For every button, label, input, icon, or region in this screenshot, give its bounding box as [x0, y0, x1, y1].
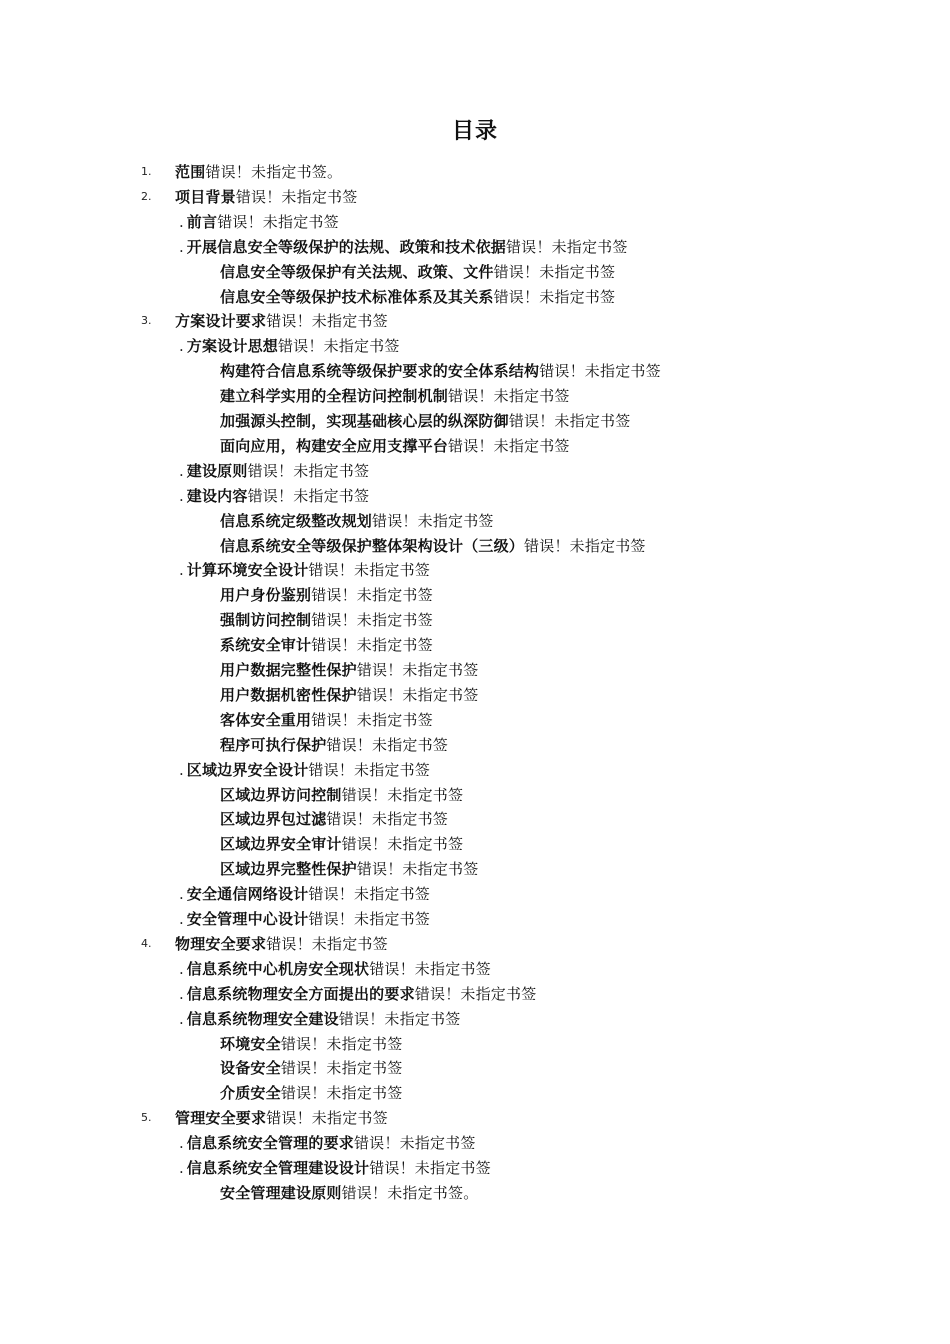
toc-entry-label: 用户身份鉴别	[220, 586, 312, 605]
toc-entry-number: 4.	[141, 936, 152, 950]
toc-entry-text	[179, 211, 339, 233]
toc-entry-label: 区域边界安全设计	[186, 760, 309, 779]
toc-entry-text	[179, 1157, 491, 1179]
toc-entry-bookmark-error: 错误！未指定书签	[266, 934, 388, 953]
toc-entry-bookmark-error: 错误！未指定书签	[308, 910, 430, 928]
toc-entry-text	[179, 335, 400, 357]
toc-entry-bookmark-error: 错误！未指定书签	[341, 785, 464, 804]
toc-entry-text	[175, 186, 357, 208]
toc-entry-label: 信息系统安全管理的要求	[186, 1134, 354, 1153]
toc-entry-prefix: .	[179, 212, 184, 231]
toc-entry-label: 计算环境安全设计	[186, 561, 309, 580]
toc-entry-label: 信息系统安全等级保护整体架构设计（三级）	[220, 536, 525, 555]
toc-entry-label: 建设内容	[186, 486, 248, 505]
toc-entry-bookmark-error: 错误！未指定书签	[308, 885, 430, 904]
toc-entry-text	[220, 286, 615, 308]
toc-entry-bookmark-error: 错误！未指定书签	[493, 262, 616, 281]
toc-entry-bookmark-error: 错误！未指定书签	[235, 187, 358, 206]
toc-entry-number: 5.	[141, 1111, 152, 1125]
toc-entry-prefix: .	[179, 337, 184, 356]
toc-entry-bookmark-error: 错误！未指定书签	[311, 710, 433, 729]
toc-entry-prefix: .	[179, 561, 184, 580]
toc-entry-text	[220, 784, 463, 806]
toc-entry-bookmark-error: 错误！未指定书签	[280, 1059, 403, 1078]
toc-entry-text	[175, 161, 342, 183]
toc-entry-text	[220, 360, 661, 382]
toc-entry-bookmark-error: 错误！未指定书签	[266, 312, 388, 331]
toc-entry-text	[175, 310, 388, 332]
toc-entry-text	[179, 759, 430, 781]
toc-entry-text	[220, 510, 494, 532]
toc-entry-number: 2.	[141, 189, 152, 203]
toc-entry-text	[179, 236, 628, 258]
toc-entry-prefix: .	[179, 461, 184, 480]
toc-entry-number: 3.	[141, 314, 152, 328]
toc-entry-bookmark-error: 错误！未指定书签	[280, 1084, 403, 1103]
toc-entry-text	[220, 634, 433, 656]
toc-entry-label: 信息安全等级保护有关法规、政策、文件	[220, 262, 494, 281]
toc-entry-text	[220, 659, 478, 681]
toc-entry-label: 建设原则	[186, 461, 248, 480]
toc-entry-text	[179, 908, 430, 930]
toc-entry-text	[220, 858, 478, 880]
toc-entry-bookmark-error: 错误！未指定书签	[356, 661, 479, 679]
toc-entry-label: 区域边界访问控制	[220, 785, 342, 804]
toc-entry-bookmark-error: 错误！未指定书签。	[341, 1183, 479, 1202]
toc-entry-text	[179, 983, 536, 1005]
toc-entry-bookmark-error: 错误！未指定书签	[311, 636, 433, 655]
toc-entry-label: 环境安全	[220, 1034, 281, 1053]
toc-entry-label: 客体安全重用	[220, 710, 312, 729]
toc-title: 目录	[451, 119, 498, 144]
toc-entry-bookmark-error: 错误！未指定书签	[326, 735, 449, 754]
toc-entry-label: 信息系统安全管理建设设计	[186, 1159, 370, 1177]
toc-entry-label: 程序可执行保护	[220, 735, 327, 754]
toc-entry-prefix: .	[179, 760, 184, 779]
toc-entry-prefix: .	[179, 910, 184, 928]
toc-entry-bookmark-error: 错误！未指定书签	[372, 511, 494, 530]
toc-entry-text	[220, 1057, 402, 1079]
toc-entry-text	[175, 1107, 388, 1129]
toc-entry-bookmark-error: 错误！未指定书签	[311, 586, 433, 605]
toc-entry-prefix: .	[179, 1159, 184, 1177]
toc-entry-text	[179, 958, 491, 980]
toc-entry-label: 管理安全要求	[175, 1109, 267, 1128]
toc-entry-label: 区域边界完整性保护	[220, 860, 357, 879]
toc-entry-prefix: .	[179, 1134, 184, 1153]
toc-entry-text	[220, 435, 570, 457]
toc-entry-text	[220, 535, 646, 557]
toc-entry-bookmark-error: 错误！未指定书签	[326, 810, 449, 829]
toc-entry-label: 介质安全	[220, 1084, 281, 1103]
toc-entry-label: 安全管理中心设计	[186, 910, 309, 928]
toc-entry-label: 安全管理建设原则	[220, 1183, 342, 1202]
toc-entry-label: 强制访问控制	[220, 611, 312, 630]
toc-entry-text	[220, 410, 630, 432]
toc-entry-bookmark-error: 错误！未指定书签	[277, 337, 400, 356]
toc-entry-label: 前言	[186, 212, 218, 231]
toc-entry-text	[175, 933, 388, 955]
toc-entry-bookmark-error: 错误！未指定书签	[369, 959, 491, 978]
toc-entry-prefix: .	[179, 984, 184, 1003]
toc-entry-text	[220, 734, 448, 756]
toc-entry-label: 信息系统物理安全建设	[186, 1009, 339, 1028]
toc-entry-label: 项目背景	[175, 187, 236, 206]
toc-entry-text	[220, 709, 433, 731]
toc-entry-label: 安全通信网络设计	[186, 885, 309, 904]
toc-entry-label: 建立科学实用的全程访问控制机制	[220, 387, 449, 406]
toc-entry-prefix: .	[179, 1009, 184, 1028]
toc-entry-bookmark-error: 错误！未指定书签	[247, 486, 370, 505]
toc-entry-bookmark-error: 错误！未指定书签	[280, 1034, 403, 1053]
toc-entry-text	[179, 883, 430, 905]
toc-entry-text	[179, 559, 430, 581]
toc-entry-label: 用户数据完整性保护	[220, 661, 357, 679]
toc-entry-label: 信息系统中心机房安全现状	[186, 959, 370, 978]
toc-entry-bookmark-error: 错误！未指定书签	[338, 1009, 461, 1028]
toc-entry-label: 方案设计思想	[186, 337, 278, 356]
toc-entry-text	[220, 1082, 402, 1104]
toc-entry-text	[220, 833, 463, 855]
toc-entry-bookmark-error: 错误！未指定书签	[369, 1159, 491, 1177]
toc-entry-label: 方案设计要求	[175, 312, 267, 331]
toc-entry-label: 区域边界包过滤	[220, 810, 327, 829]
toc-entry-bookmark-error: 错误！未指定书签	[448, 436, 570, 455]
toc-entry-label: 信息系统定级整改规划	[220, 511, 373, 530]
toc-entry-bookmark-error: 错误！未指定书签	[308, 561, 430, 580]
toc-entry-label: 信息安全等级保护技术标准体系及其关系	[220, 287, 494, 306]
toc-entry-text	[220, 684, 478, 706]
toc-entry-bookmark-error: 错误！未指定书签	[356, 860, 479, 879]
toc-entry-text	[220, 261, 615, 283]
toc-entry-bookmark-error: 错误！未指定书签	[524, 536, 646, 555]
toc-entry-text	[220, 584, 433, 606]
toc-entry-text	[220, 808, 448, 830]
toc-entry-bookmark-error: 错误！未指定书签	[341, 835, 464, 854]
toc-entry-label: 开展信息安全等级保护的法规、政策和技术依据	[186, 237, 506, 256]
toc-entry-label: 面向应用，构建安全应用支撑平台	[220, 436, 449, 455]
toc-entry-text	[179, 485, 369, 507]
toc-entry-label: 系统安全审计	[220, 636, 312, 655]
toc-entry-label: 物理安全要求	[175, 934, 267, 953]
toc-entry-bookmark-error: 错误！未指定书签。	[205, 163, 343, 181]
toc-entry-text	[220, 385, 570, 407]
toc-entry-prefix: .	[179, 486, 184, 505]
toc-entry-label: 区域边界安全审计	[220, 835, 342, 854]
toc-entry-bookmark-error: 错误！未指定书签	[217, 212, 339, 231]
toc-entry-text	[179, 460, 369, 482]
toc-entry-bookmark-error: 错误！未指定书签	[539, 362, 661, 381]
toc-entry-prefix: .	[179, 959, 184, 978]
toc-entry-prefix: .	[179, 885, 184, 904]
toc-entry-bookmark-error: 错误！未指定书签	[353, 1134, 476, 1153]
toc-entry-label: 设备安全	[220, 1059, 281, 1078]
toc-entry-bookmark-error: 错误！未指定书签	[266, 1109, 388, 1128]
toc-entry-bookmark-error: 错误！未指定书签	[247, 461, 370, 480]
toc-entry-number: 1.	[141, 165, 152, 178]
toc-entry-text	[220, 1033, 402, 1055]
toc-entry-text	[220, 1182, 478, 1204]
toc-entry-bookmark-error: 错误！未指定书签	[311, 611, 433, 630]
toc-entry-bookmark-error: 错误！未指定书签	[414, 984, 537, 1003]
toc-entry-bookmark-error: 错误！未指定书签	[308, 760, 430, 779]
toc-entry-label: 构建符合信息系统等级保护要求的安全体系结构	[220, 362, 540, 381]
toc-entry-bookmark-error: 错误！未指定书签	[493, 287, 616, 306]
toc-entry-text	[220, 609, 433, 631]
toc-entry-label: 信息系统物理安全方面提出的要求	[186, 984, 415, 1003]
toc-entry-text	[179, 1132, 476, 1154]
toc-entry-label: 范围	[175, 163, 206, 181]
toc-entry-prefix: .	[179, 237, 184, 256]
toc-entry-bookmark-error: 错误！未指定书签	[505, 237, 628, 256]
toc-entry-label: 用户数据机密性保护	[220, 685, 357, 704]
toc-entry-label: 加强源头控制，实现基础核心层的纵深防御	[220, 412, 509, 430]
toc-entry-bookmark-error: 错误！未指定书签	[448, 387, 570, 406]
toc-entry-text	[179, 1008, 460, 1030]
toc-entry-bookmark-error: 错误！未指定书签	[356, 685, 479, 704]
toc-entry-bookmark-error: 错误！未指定书签	[508, 412, 631, 430]
